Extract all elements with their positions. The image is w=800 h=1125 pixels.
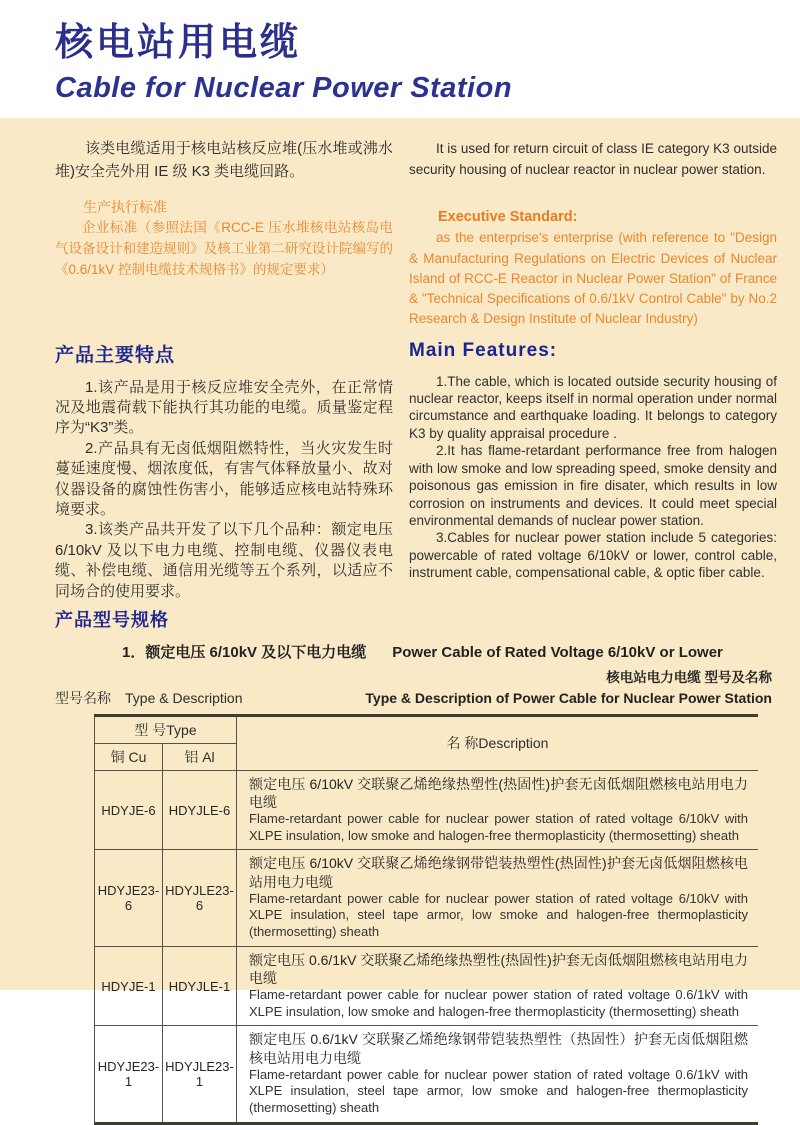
description-zh: 额定电压 0.6/1kV 交联聚乙烯绝缘热塑性(热固性)护套无卤低烟阻燃核电站用电力电缆	[249, 951, 748, 986]
type-cu: HDYJE23-6	[95, 850, 163, 946]
header-aluminum: 铝 Al	[163, 743, 237, 770]
standard-heading-en: Executive Standard:	[438, 208, 578, 225]
intro-column-zh	[55, 138, 393, 330]
page-title-en: Cable for Nuclear Power Station	[55, 71, 513, 104]
description-cell	[237, 1026, 759, 1123]
description-cell	[237, 770, 759, 850]
description-en: Flame-retardant power cable for nuclear power station of rated voltage 6/10kV with XLPE insulation, steel tape armor, low smoke and halogen-free thermoplasticity (thermosetting) sheath	[249, 890, 748, 940]
description-en: Flame-retardant power cable for nuclear power station of rated voltage 6/10kV with XLPE insulation, low smoke and halogen-free thermoplasticity (thermosetting) sheath	[249, 811, 748, 843]
description-en: Flame-retardant power cable for nuclear power station of rated voltage 0.6/1kV with XLPE insulation, steel tape armor, low smoke and halogen-free thermoplasticity (thermosetting) sheath	[249, 1066, 748, 1115]
features-column-en	[409, 340, 777, 602]
content-panel	[0, 118, 800, 1115]
type-cu: HDYJE-6	[95, 770, 163, 850]
features-column-zh	[55, 340, 393, 602]
feature-item-en: 1.The cable, which is located outside security housing of nuclear reactor, keeps itself in normal operation under normal circumstance and earthquake loading. It belongs to category K3 by quality appraisal procedure .	[409, 373, 777, 441]
table-row	[95, 1026, 759, 1123]
header-type: 型 号Type	[95, 715, 237, 743]
description-zh: 额定电压 6/10kV 交联聚乙烯绝缘钢带铠装热塑性(热固性)护套无卤低烟阻燃核电站用电力电缆	[249, 855, 748, 890]
caption-right-en: Type & Description of Power Cable for Nuclear Power Station	[365, 689, 772, 706]
type-al: HDYJLE23-6	[163, 850, 237, 946]
caption-type-description: 型号名称 Type & Description	[55, 689, 243, 706]
models-subtitle-en: Power Cable of Rated Voltage 6/10kV or Lower	[392, 643, 723, 661]
description-zh: 额定电压 0.6/1kV 交联聚乙烯绝缘钢带铠装热塑性（热固性）护套无卤低烟阻燃核电站用电力电缆	[249, 1031, 748, 1066]
caption-right-zh: 核电站电力电缆 型号及名称	[606, 669, 772, 685]
table-row	[95, 770, 759, 850]
description-cell	[237, 946, 759, 1026]
features-heading-zh: 产品主要特点	[55, 344, 176, 366]
table-row	[95, 850, 759, 946]
feature-item-zh: 3.该类产品共开发了以下几个品种：额定电压 6/10kV 及以下电力电缆、控制电缆、仪器仪表电缆、补偿电缆、通信用光缆等五个系列，以适应不同场合的使用要求。	[55, 521, 393, 600]
standard-heading-zh: 生产执行标准	[83, 199, 167, 215]
table-captions	[55, 668, 772, 708]
table-row	[95, 946, 759, 1026]
models-heading: 产品型号规格	[55, 609, 169, 630]
standard-text-en: as the enterprise's enterprise (with reference to "Design & Manufacturing Regulations on Electric Devices of Nuclear Island of RCC-E Reactor in Nuclear Power Station" of France & "Technical Specifications of 0.6/1kV Control Cable" by No.2 Research & Design Institute of Nuclear Industry)	[409, 230, 777, 327]
models-subtitle-zh: 1．额定电压 6/10kV 及以下电力电缆	[122, 643, 367, 661]
type-al: HDYJLE-6	[163, 770, 237, 850]
standard-text-zh: 企业标准（参照法国《RCC-E 压水堆核电站核岛电气设备设计和建造规则》及核工业第二研究设计院编写的《0.6/1kV 控制电缆技术规格书》的规定要求）	[55, 220, 393, 277]
type-cu: HDYJE-1	[95, 946, 163, 1026]
type-al: HDYJLE-1	[163, 946, 237, 1026]
intro-section	[0, 138, 800, 330]
power-cable-table	[94, 714, 758, 1125]
feature-item-zh: 1.该产品是用于核反应堆安全壳外，在正常情况及地震荷载下能执行其功能的电缆。质量鉴定程序为“K3”类。	[55, 378, 393, 437]
table-header	[95, 715, 759, 770]
models-section	[0, 606, 800, 1125]
type-al: HDYJLE23-1	[163, 1026, 237, 1123]
description-en: Flame-retardant power cable for nuclear power station of rated voltage 0.6/1kV with XLPE insulation, low smoke and halogen-free thermoplasticity (thermosetting) sheath	[249, 987, 748, 1019]
intro-paragraph-zh: 该类电缆适用于核电站核反应堆(压水堆或沸水堆)安全壳外用 IE 级 K3 类电缆回路。	[55, 140, 393, 180]
intro-column-en	[409, 138, 777, 330]
feature-item-en: 2.It has flame-retardant performance free from halogen with low smoke and low spreading speed, smoke density and poisonous gas emission in fire disater, which results in low corrosion on instruments and devices. It could meet special environmental demands of nuclear power station.	[409, 443, 777, 528]
features-heading-en: Main Features:	[409, 339, 558, 361]
page-title-zh: 核电站用电缆	[55, 22, 302, 64]
intro-paragraph-en: It is used for return circuit of class IE category K3 outside security housing of nuclear reactor in nuclear power station.	[409, 141, 777, 178]
models-subtitle	[122, 641, 800, 662]
type-cu: HDYJE23-1	[95, 1026, 163, 1123]
feature-item-en: 3.Cables for nuclear power station include 5 categories: powercable of rated voltage 6/10kV or lower, control cable, instrument cable, compensational cable, & optic fiber cable.	[409, 530, 777, 581]
description-cell	[237, 850, 759, 946]
caption-right	[365, 668, 772, 708]
features-section	[0, 340, 800, 602]
description-zh: 额定电压 6/10kV 交联聚乙烯绝缘热塑性(热固性)护套无卤低烟阻燃核电站用电力电缆	[249, 775, 748, 810]
feature-item-zh: 2.产品具有无卤低烟阻燃特性，当火灾发生时蔓延速度慢、烟浓度低，有害气体释放量小、故对仪器设备的腐蚀性伤害小，能够适应核电站特殊环境要求。	[55, 439, 393, 518]
page-header	[0, 0, 800, 118]
header-copper: 铜 Cu	[95, 743, 163, 770]
header-description: 名 称Description	[237, 715, 759, 770]
